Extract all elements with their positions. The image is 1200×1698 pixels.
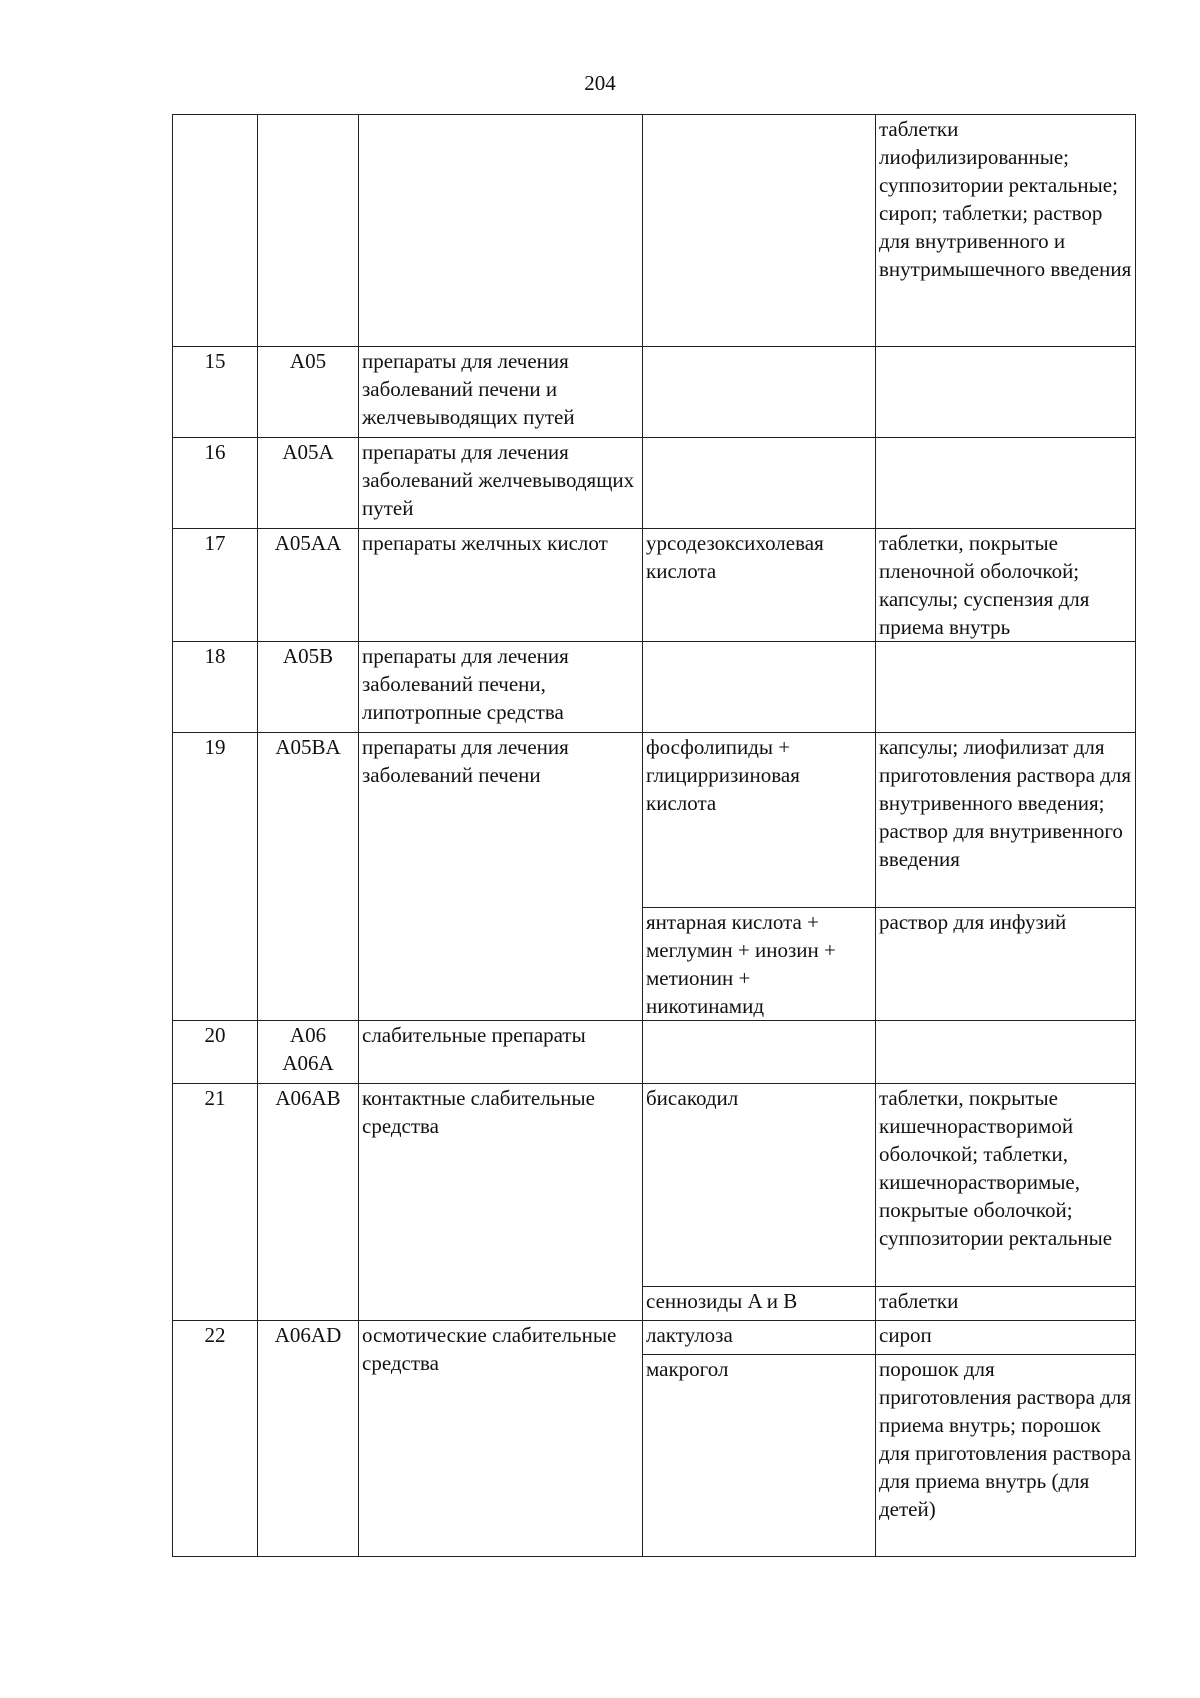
atc-code [258,438,359,529]
drug-name [643,347,876,438]
dosage-forms: сироп [876,1321,1136,1355]
dosage-forms: порошок для приготовления раствора для приема внутрь; порошок для приготовления раствора для приема внутрь (для детей) [876,1355,1136,1557]
table-row [173,1321,1136,1355]
table-row [173,115,1136,347]
drug-name: урсодезоксихолевая кислота [643,529,876,642]
table-body [173,115,1136,1557]
dosage-forms: раствор для инфузий [876,908,1136,1021]
anatomical-therapeutic-group: осмотические слабительные средства [359,1321,643,1557]
anatomical-therapeutic-group: препараты для лечения заболеваний желчевыводящих путей [359,438,643,529]
row-number: 20 [173,1021,258,1084]
drug-name [643,1021,876,1084]
table-row [173,347,1136,438]
dosage-forms: таблетки [876,1287,1136,1321]
dosage-forms [876,347,1136,438]
drug-name: макрогол [643,1355,876,1557]
anatomical-therapeutic-group: препараты для лечения заболеваний печени, липотропные средства [359,642,643,733]
atc-code-line: A06AD [274,1323,342,1347]
row-number: 15 [173,347,258,438]
drug-name [643,438,876,529]
dosage-forms [876,438,1136,529]
anatomical-therapeutic-group: контактные слабительные средства [359,1084,643,1321]
atc-code [258,1321,359,1557]
atc-code-line: A05AA [274,531,342,555]
atc-code [258,733,359,1021]
table-row [173,438,1136,529]
anatomical-therapeutic-group: препараты для лечения заболеваний печени и желчевыводящих путей [359,347,643,438]
atc-code-line: A05B [282,644,334,668]
drug-name: бисакодил [643,1084,876,1287]
atc-code-line: A06A [282,1051,334,1075]
dosage-forms [876,642,1136,733]
drug-name: фосфолипиды + глицирризиновая кислота [643,733,876,908]
table-row [173,1021,1136,1084]
dosage-forms: таблетки, покрытые пленочной оболочкой; капсулы; суспензия для приема внутрь [876,529,1136,642]
anatomical-therapeutic-group: препараты желчных кислот [359,529,643,642]
anatomical-therapeutic-group [359,115,643,347]
atc-code-line: A05 [289,349,327,373]
atc-code [258,1084,359,1321]
drug-name [643,115,876,347]
drug-table [172,114,1136,1557]
row-number: 21 [173,1084,258,1321]
atc-code [258,115,359,347]
dosage-forms: таблетки лиофилизированные; суппозитории ректальные; сироп; таблетки; раствор для внутривенного и внутримышечного введения [876,115,1136,347]
row-number: 18 [173,642,258,733]
atc-code-line: A05BA [275,735,341,759]
table-row [173,529,1136,642]
row-number: 17 [173,529,258,642]
dosage-forms: таблетки, покрытые кишечнорастворимой оболочкой; таблетки, кишечнорастворимые, покрытые оболочкой; суппозитории ректальные [876,1084,1136,1287]
anatomical-therapeutic-group: слабительные препараты [359,1021,643,1084]
atc-code [258,642,359,733]
dosage-forms: капсулы; лиофилизат для приготовления раствора для внутривенного введения; раствор для внутривенного введения [876,733,1136,908]
row-number: 16 [173,438,258,529]
table-row [173,733,1136,908]
row-number: 19 [173,733,258,1021]
drug-name: янтарная кислота + меглумин + инозин + метионин + никотинамид [643,908,876,1021]
drug-name: сеннозиды A и B [643,1287,876,1321]
drug-name: лактулоза [643,1321,876,1355]
row-number: 22 [173,1321,258,1557]
table-row [173,642,1136,733]
drug-name [643,642,876,733]
atc-code-line: A06AB [275,1086,341,1110]
atc-code-line: A06 [289,1023,327,1047]
atc-code [258,347,359,438]
anatomical-therapeutic-group: препараты для лечения заболеваний печени [359,733,643,1021]
page-number: 204 [584,71,616,95]
dosage-forms [876,1021,1136,1084]
atc-code [258,529,359,642]
atc-code [258,1021,359,1084]
atc-code-line: A05A [282,440,334,464]
row-number [173,115,258,347]
table-row [173,1084,1136,1287]
